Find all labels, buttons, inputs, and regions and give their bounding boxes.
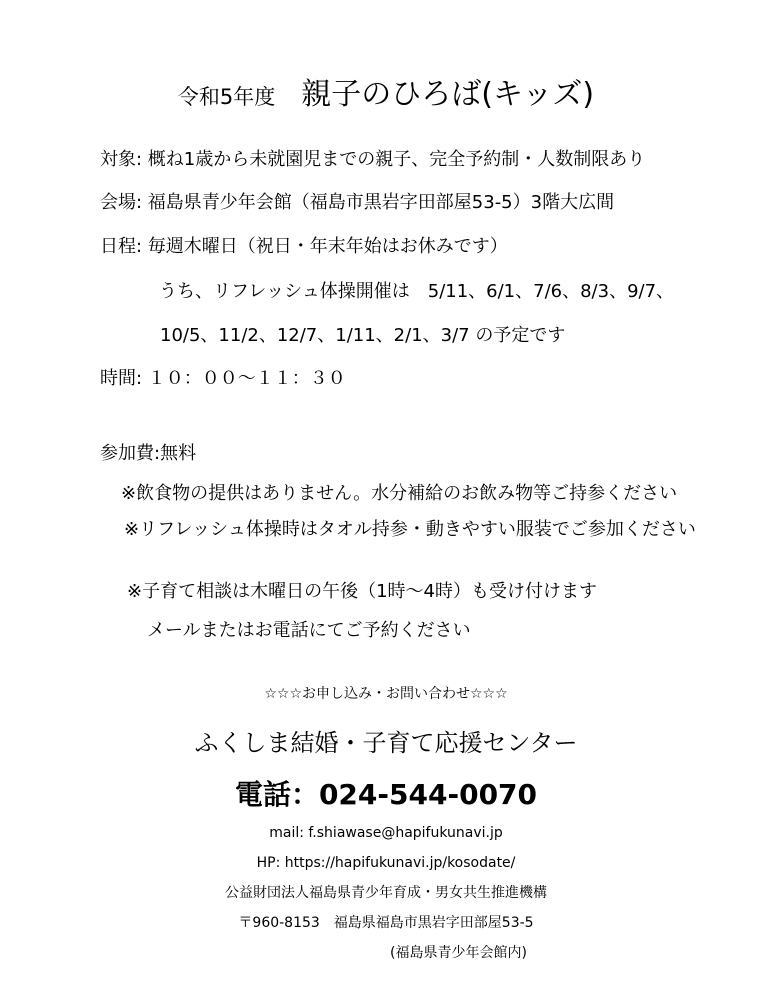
phone-number: 電話：024-544-0070 <box>234 778 538 811</box>
schedule-line: 日程: 毎週木曜日（祝日・年末年始はお休みです） <box>100 236 508 257</box>
foundation-name: 公益財団法人福島県青少年育成・男女共生推進機構 <box>225 885 547 901</box>
refresh-dates-line-2: 10/5、11/2、12/7、1/11、2/1、3/7 の予定です <box>160 325 566 346</box>
postal-address: 〒960-8153 福島県福島市黒岩字田部屋53-5 <box>238 915 534 931</box>
refresh-dates-line-1: うち、リフレッシュ体操開催は 5/11、6/1、7/6、8/3、9/7、 <box>159 281 675 302</box>
building-name: (福島県青少年会館内) <box>390 945 527 961</box>
towel-note: ※リフレッシュ体操時はタオル持参・動きやすい服装でご参加ください <box>124 519 696 540</box>
venue-line: 会場: 福島県青少年会館（福島市黒岩字田部屋53-5）3階大広間 <box>100 192 615 213</box>
fiscal-year: 令和5年度 <box>177 85 276 109</box>
contact-heading: ☆☆☆お申し込み・お問い合わせ☆☆☆ <box>264 686 508 702</box>
fee-line: 参加費:無料 <box>100 443 197 464</box>
homepage-url: HP: https://hapifukunavi.jp/kosodate/ <box>256 855 516 871</box>
org-name: ふくしま結婚・子育て応援センター <box>194 729 578 757</box>
event-name: 親子のひろば(キッズ) <box>301 77 595 112</box>
drink-note: ※飲食物の提供はありません。水分補給のお飲み物等ご持参ください <box>121 483 678 504</box>
consult-note: ※子育て相談は木曜日の午後（1時～4時）も受け付けます <box>127 581 597 602</box>
time-line: 時間: １０：００～１１：３０ <box>100 368 346 389</box>
mail-address: mail: f.shiawase@hapifukunavi.jp <box>269 825 503 841</box>
reservation-note: メールまたはお電話にてご予約ください <box>147 620 471 641</box>
page-title <box>0 77 772 112</box>
target-line: 対象: 概ね1歳から未就園児までの親子、完全予約制・人数制限あり <box>100 149 646 170</box>
